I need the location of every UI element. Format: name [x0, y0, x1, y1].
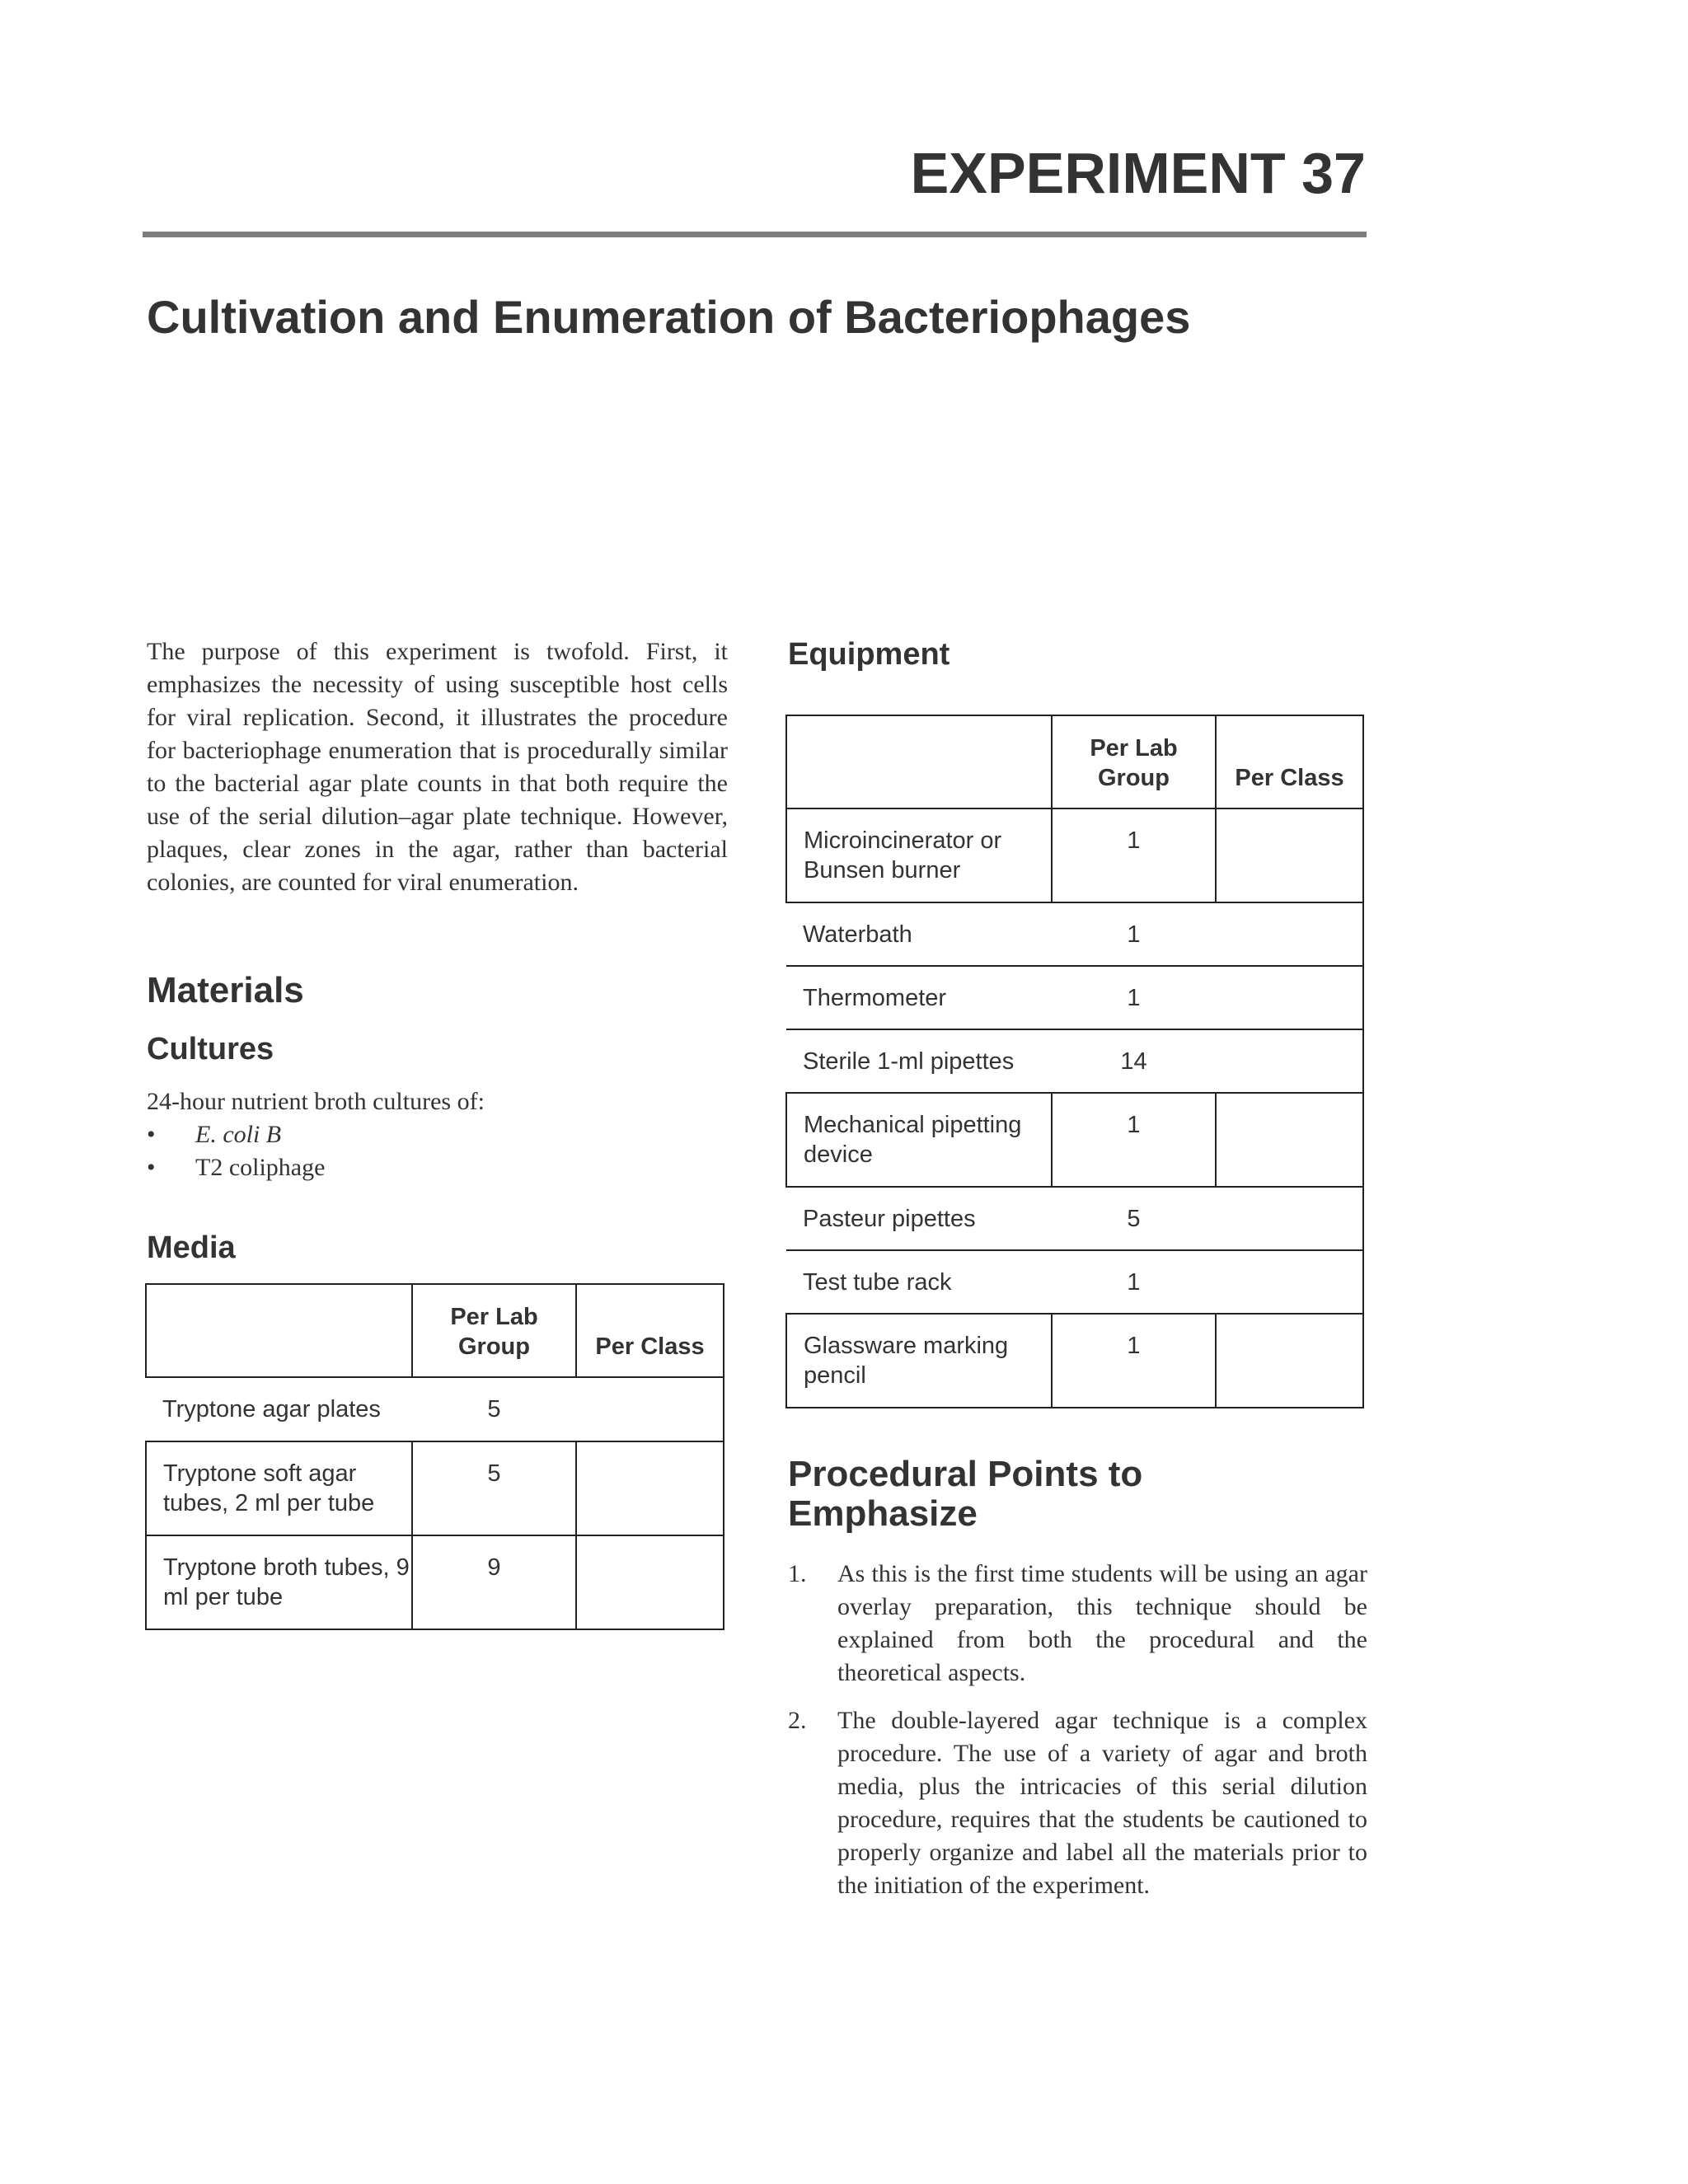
table-cell-per-class	[1216, 966, 1363, 1029]
table-cell-item: Sterile 1-ml pipettes	[786, 1029, 1052, 1093]
table-row	[146, 1377, 724, 1441]
procedural-points-heading-line1: Procedural Points to	[788, 1454, 1143, 1494]
list-number: 1.	[788, 1560, 807, 1587]
title-divider	[143, 232, 1367, 237]
table-cell-item: Tryptone soft agar tubes, 2 ml per tube	[146, 1441, 412, 1535]
table-row	[786, 808, 1363, 902]
table-cell-per-class	[1216, 808, 1363, 902]
equipment-table	[785, 715, 1364, 1408]
list-text: As this is the first time students will be using an agar overlay preparation, this technique should be explained from both the procedural and the theoretical aspects.	[837, 1560, 1367, 1686]
table-cell-per-class	[1216, 1093, 1363, 1187]
table-row	[146, 1441, 724, 1535]
table-row	[786, 1250, 1363, 1314]
list-item	[147, 1151, 325, 1184]
table-header-cell: Per Lab Group	[412, 1284, 576, 1377]
table-cell-per-class	[576, 1441, 724, 1535]
list-item	[788, 1704, 1367, 1902]
table-cell-per-class	[1216, 1029, 1363, 1093]
table-cell-per-lab-group: 14	[1052, 1029, 1216, 1093]
table-row	[786, 1314, 1363, 1408]
table-row	[786, 1029, 1363, 1093]
table-row	[146, 1535, 724, 1629]
media-heading: Media	[147, 1230, 236, 1265]
bullet-icon: •	[147, 1121, 156, 1148]
table-cell-per-lab-group: 1	[1052, 1314, 1216, 1408]
table-cell-item: Thermometer	[786, 966, 1052, 1029]
cultures-intro: 24-hour nutrient broth cultures of:	[147, 1088, 485, 1115]
procedural-points-heading	[788, 1455, 1142, 1535]
table-header-cell: Per Lab Group	[1052, 715, 1216, 808]
table-cell-per-class	[1216, 1250, 1363, 1314]
table-row	[786, 902, 1363, 966]
table-cell-per-lab-group: 1	[1052, 808, 1216, 902]
table-cell-per-lab-group: 1	[1052, 902, 1216, 966]
table-cell-per-class	[1216, 1187, 1363, 1250]
list-item	[147, 1118, 325, 1151]
table-cell-per-lab-group: 1	[1052, 966, 1216, 1029]
table-cell-per-class	[576, 1535, 724, 1629]
table-header-cell: Per Class	[1216, 715, 1363, 808]
table-cell-item: Glassware marking pencil	[786, 1314, 1052, 1408]
equipment-heading: Equipment	[788, 637, 950, 672]
table-row	[786, 1187, 1363, 1250]
table-cell-item: Waterbath	[786, 902, 1052, 966]
cultures-list	[147, 1118, 325, 1184]
table-cell-item: Microincinerator or Bunsen burner	[786, 808, 1052, 902]
table-cell-per-lab-group: 9	[412, 1535, 576, 1629]
experiment-label: EXPERIMENT 37	[910, 141, 1366, 205]
table-cell-per-lab-group: 1	[1052, 1093, 1216, 1187]
table-cell-item: Mechanical pipetting device	[786, 1093, 1052, 1187]
table-cell-per-class	[576, 1377, 724, 1441]
table-row	[786, 1093, 1363, 1187]
list-text: The double-layered agar technique is a complex procedure. The use of a variety of agar and broth media, plus the intricacies of this serial dilution procedure, requires that the students be cautioned to properly organize and label all the materials prior to the initiation of the experiment.	[837, 1707, 1367, 1899]
culture-name: T2 coliphage	[195, 1154, 326, 1181]
table-cell-item: Tryptone broth tubes, 9 ml per tube	[146, 1535, 412, 1629]
procedural-points-list	[788, 1558, 1367, 1917]
intro-paragraph: The purpose of this experiment is twofold. First, it emphasizes the necessity of using susceptible host cells for viral replication. Second, it illustrates the procedure for bacteriophage enumeration that is procedurally similar to the bacterial agar plate counts in that both require the use of the serial dilution–agar plate technique. However, plaques, clear zones in the agar, rather than bacterial colonies, are counted for viral enumeration.	[147, 638, 728, 896]
page-title: Cultivation and Enumeration of Bacteriophages	[147, 291, 1191, 343]
table-cell-per-lab-group: 1	[1052, 1250, 1216, 1314]
cultures-heading: Cultures	[147, 1032, 274, 1066]
culture-name: E. coli B	[195, 1121, 282, 1148]
table-cell-item: Tryptone agar plates	[146, 1377, 412, 1441]
table-cell-per-class	[1216, 1314, 1363, 1408]
list-number: 2.	[788, 1707, 807, 1734]
table-cell-per-lab-group: 5	[412, 1441, 576, 1535]
table-cell-item: Pasteur pipettes	[786, 1187, 1052, 1250]
table-header-cell	[146, 1284, 412, 1377]
bullet-icon: •	[147, 1154, 156, 1181]
table-cell-per-class	[1216, 902, 1363, 966]
list-item	[788, 1558, 1367, 1690]
table-cell-item: Test tube rack	[786, 1250, 1052, 1314]
materials-heading: Materials	[147, 970, 304, 1010]
table-cell-per-lab-group: 5	[1052, 1187, 1216, 1250]
media-table	[145, 1283, 724, 1630]
table-row	[786, 966, 1363, 1029]
table-cell-per-lab-group: 5	[412, 1377, 576, 1441]
procedural-points-heading-line2: Emphasize	[788, 1493, 978, 1535]
table-header-cell: Per Class	[576, 1284, 724, 1377]
table-header-cell	[786, 715, 1052, 808]
